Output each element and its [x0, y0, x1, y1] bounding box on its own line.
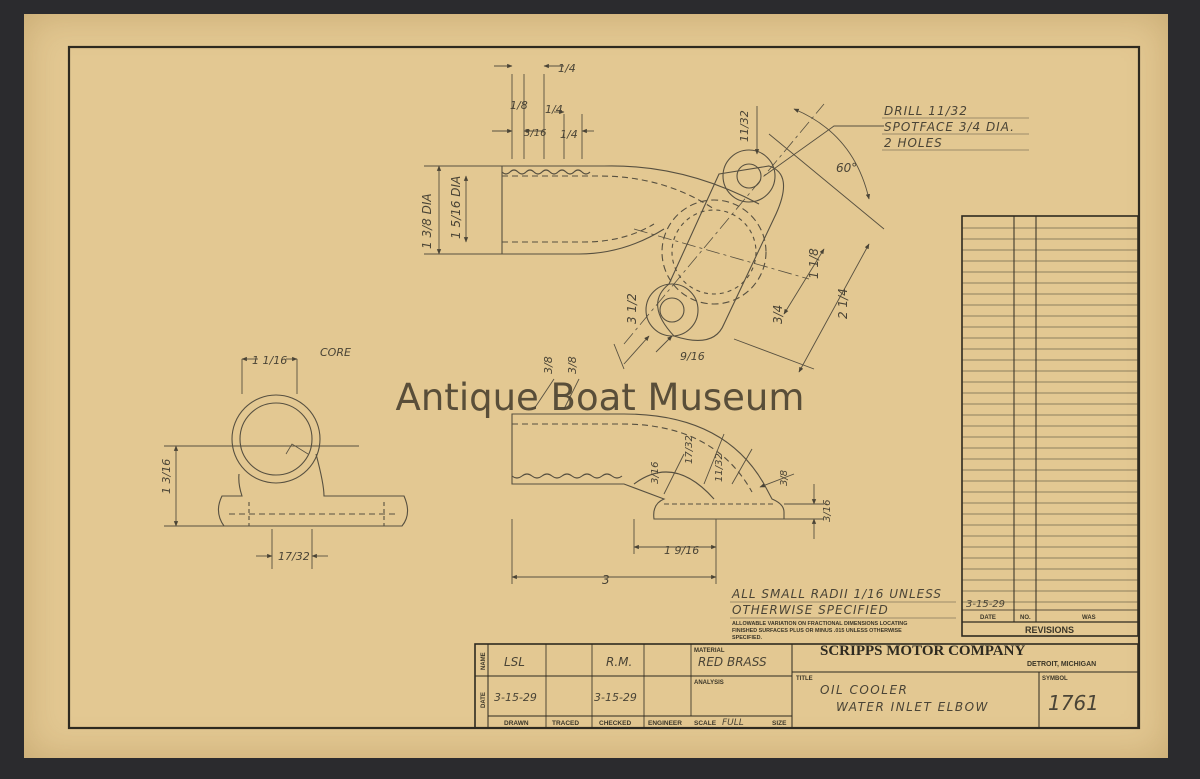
row-label-date: DATE [481, 692, 487, 708]
checked-date: 3-15-29 [594, 691, 637, 704]
size-label: SIZE [772, 720, 787, 727]
side-view [512, 414, 784, 519]
drawing-title-line-2: WATER INLET ELBOW [836, 700, 989, 714]
dim-label: 3/16 [822, 499, 833, 522]
revisions-title: REVISIONS [1025, 625, 1075, 635]
revision-date: 3-15-29 [966, 599, 1006, 610]
dim-label: 17/32 [278, 550, 310, 563]
dim-label: 3/8 [566, 356, 579, 374]
tolerance-note-line-3: SPECIFIED. [732, 635, 762, 641]
watermark: Antique Boat Museum [395, 376, 805, 419]
drawing-title-line-1: OIL COOLER [820, 683, 909, 697]
drill-note-line-1: DRILL 11/32 [884, 104, 968, 118]
scale-value: FULL [722, 718, 744, 728]
dim-label: 11/32 [738, 110, 751, 142]
dim-label: 17/32 [684, 435, 695, 464]
analysis-label: ANALYSIS [694, 680, 724, 686]
dim-label: 2 1/4 [836, 288, 850, 319]
dim-label: 3/8 [542, 356, 555, 374]
drill-note-line-3: 2 HOLES [884, 136, 943, 150]
revision-col-was: WAS [1082, 615, 1096, 621]
company-city: DETROIT, MICHIGAN [1027, 661, 1097, 668]
drill-note-line-2: SPOTFACE 3/4 DIA. [884, 120, 1015, 134]
dim-label: 3 1/2 [625, 293, 639, 324]
dim-label: 1 5/16 DIA [449, 175, 463, 239]
dimension-labels [160, 62, 850, 587]
dim-label: 3 [602, 573, 610, 587]
core-label: CORE [320, 346, 351, 359]
symbol-value: 1761 [1048, 691, 1099, 715]
title-block [475, 643, 1138, 728]
row-label-name: NAME [481, 652, 487, 670]
drawn-date: 3-15-29 [494, 691, 537, 704]
scale-label: SCALE [694, 720, 717, 727]
company-name: SCRIPPS MOTOR COMPANY [820, 643, 1026, 659]
radii-note-line-1: ALL SMALL RADII 1/16 UNLESS [732, 587, 943, 601]
drawing-notes [320, 104, 1029, 641]
top-view-dimensions [424, 66, 884, 372]
revisions-block [962, 216, 1138, 636]
dim-label: 3/4 [771, 304, 785, 324]
angle-label: 60° [836, 161, 858, 175]
checked-by-name: R.M. [606, 655, 633, 669]
dim-label: 9/16 [680, 350, 705, 363]
drawn-by-name: LSL [504, 655, 525, 669]
dim-label: 3/16 [650, 461, 661, 484]
dim-label: 1 9/16 [664, 544, 700, 557]
col-traced: TRACED [552, 720, 580, 727]
tolerance-note-line-1: ALLOWABLE VARIATION ON FRACTIONAL DIMENSIONS LOCATING [732, 621, 908, 627]
dim-label: 1/4 [560, 128, 578, 141]
dim-label: 1/4 [545, 103, 563, 116]
dim-label: 1/8 [510, 99, 528, 112]
tolerance-note-line-2: FINISHED SURFACES PLUS OR MINUS .015 UNLESS OTHERWISE [732, 628, 902, 634]
title-label: TITLE [796, 676, 813, 682]
radii-note-line-2: OTHERWISE SPECIFIED [732, 603, 889, 617]
dim-label: 1 1/8 [807, 248, 821, 279]
dim-label: 1 1/16 [252, 354, 288, 367]
dim-label: 11/32 [714, 453, 725, 482]
dim-label: 1 3/16 [160, 458, 173, 494]
symbol-label: SYMBOL [1042, 676, 1068, 682]
col-checked: CHECKED [599, 720, 632, 727]
col-drawn: DRAWN [504, 720, 529, 727]
dim-label: 1/4 [558, 62, 576, 75]
material-value: RED BRASS [698, 655, 767, 669]
col-engineer: ENGINEER [648, 720, 682, 727]
dim-label: 3/16 [524, 128, 547, 139]
revision-col-date: DATE [980, 615, 996, 621]
dim-label: 3/8 [779, 469, 790, 486]
revision-col-no: NO. [1020, 615, 1031, 621]
material-label: MATERIAL [694, 648, 725, 654]
dim-label: 1 3/8 DIA [420, 193, 434, 249]
